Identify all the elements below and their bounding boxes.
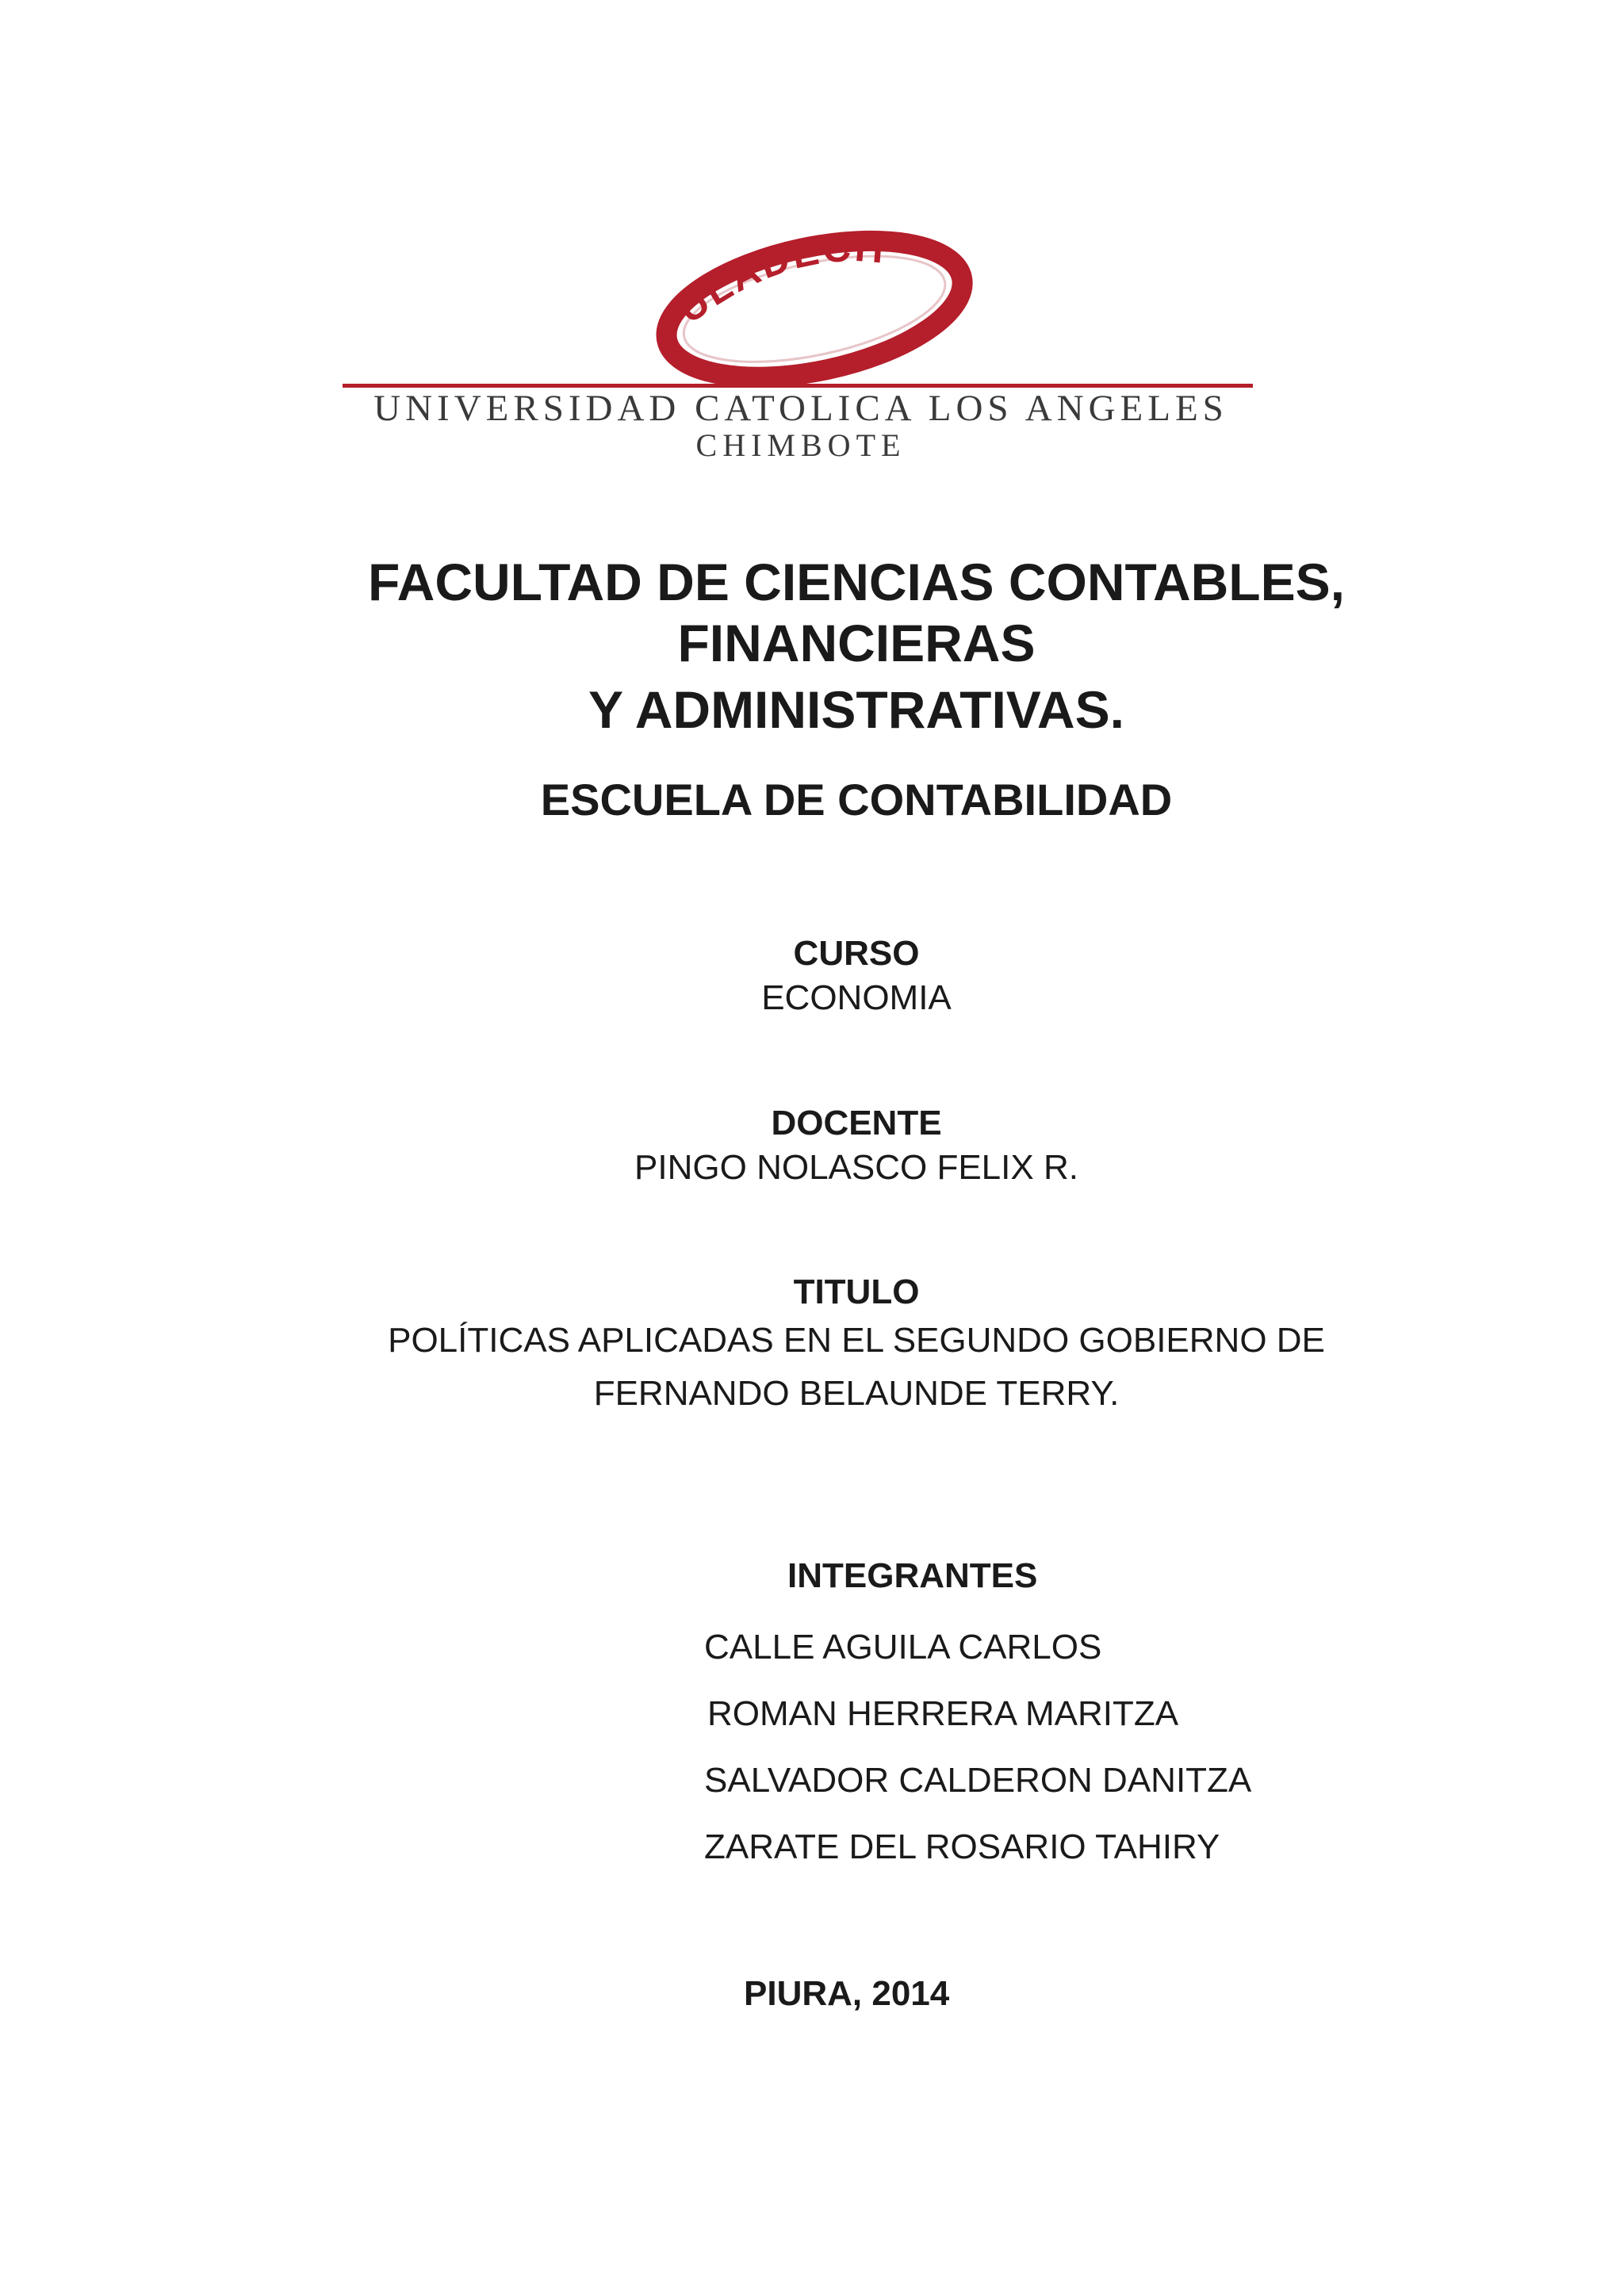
member-name: ROMAN HERRERA MARITZA xyxy=(707,1694,1179,1733)
course-label: CURSO xyxy=(793,934,920,973)
faculty-line-3: Y ADMINISTRATIVAS. xyxy=(588,680,1124,739)
title-label: TITULO xyxy=(793,1272,920,1311)
emblem-text: ULADECH xyxy=(668,224,888,332)
emblem-subtext: CATOLICA xyxy=(721,294,929,357)
university-city: CHIMBOTE xyxy=(695,427,906,463)
university-logo xyxy=(341,214,1261,468)
faculty-line-2: FINANCIERAS xyxy=(677,614,1036,672)
members-label: INTEGRANTES xyxy=(787,1556,1038,1595)
school-name: ESCUELA DE CONTABILIDAD xyxy=(540,775,1173,825)
teacher-value: PINGO NOLASCO FELIX R. xyxy=(634,1148,1078,1187)
member-name: SALVADOR CALDERON DANITZA xyxy=(704,1761,1252,1800)
member-name: CALLE AGUILA CARLOS xyxy=(704,1628,1102,1667)
title-line-1: POLÍTICAS APLICADAS EN EL SEGUNDO GOBIERNO DE xyxy=(388,1321,1325,1360)
member-name: ZARATE DEL ROSARIO TAHIRY xyxy=(704,1827,1220,1866)
teacher-label: DOCENTE xyxy=(771,1104,942,1142)
place-date: PIURA, 2014 xyxy=(744,1974,950,2013)
course-value: ECONOMIA xyxy=(761,978,952,1017)
uladech-emblem xyxy=(634,214,991,388)
members-list xyxy=(704,1614,1251,1881)
faculty-line-1: FACULTAD DE CIENCIAS CONTABLES, xyxy=(368,553,1345,611)
title-line-2: FERNANDO BELAUNDE TERRY. xyxy=(593,1374,1120,1413)
university-name: UNIVERSIDAD CATOLICA LOS ANGELES xyxy=(373,388,1228,429)
